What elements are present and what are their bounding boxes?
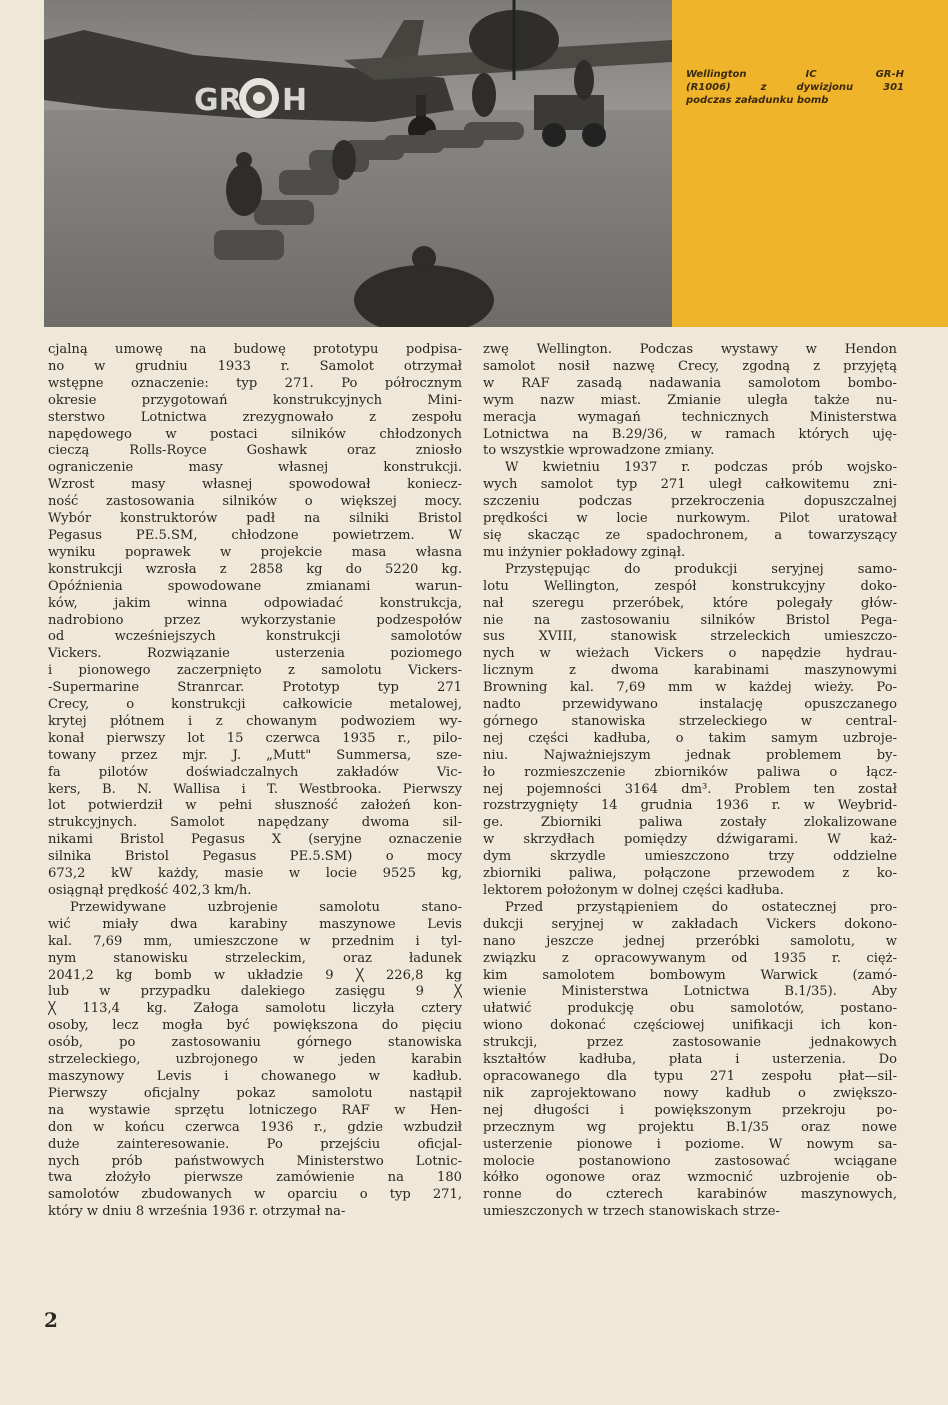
text-line: don w końcu czerwca 1936 r., gdzie wzbudził	[48, 1119, 462, 1135]
text-line: szczeniu podczas przekroczenia dopuszczalnej	[483, 494, 897, 510]
text-line: ╳ 113,4 kg. Załoga samolotu liczyła cztery	[48, 1001, 462, 1017]
text-line: napędowego w postaci silników chłodzonych	[48, 426, 462, 442]
text-line: ronne do czterech karabinów maszynowych,	[483, 1187, 897, 1203]
text-line: dukcji seryjnej w zakładach Vickers dokono-	[483, 916, 897, 932]
text-line: samolotów zbudowanych w oparciu o typ 271,	[48, 1187, 462, 1203]
text-line: mu inżynier pokładowy zginął.	[483, 544, 686, 560]
text-line: od wcześniejszych konstrukcji samolotów	[48, 629, 462, 645]
text-line: Browning kal. 7,69 mm w każdej wieży. Po-	[483, 680, 897, 696]
text-line: no w grudniu 1933 r. Samolot otrzymał	[48, 358, 462, 374]
text-line: górnego stanowiska strzeleckiego w central-	[483, 713, 897, 729]
wellington-bomber-illustration	[44, 0, 672, 327]
text-line: nym stanowisku strzeleckim, oraz ładunek	[48, 950, 462, 966]
text-line: lub w przypadku dalekiego zasięgu 9 ╳	[48, 984, 462, 1000]
text-line: cjalną umowę na budowę prototypu podpisa-	[48, 342, 462, 357]
text-line: nych w wieżach Vickers o napędzie hydrau-	[483, 646, 897, 662]
text-line: zwę Wellington. Podczas wystawy w Hendon	[483, 342, 897, 357]
text-line: sus XVIII, stanowisk strzeleckich umieszczo-	[483, 629, 897, 645]
text-line: kal. 7,69 mm, umieszczone w przednim i tyl-	[48, 933, 462, 949]
text-line: cieczą Rolls-Royce Goshawk oraz zniosło	[48, 443, 462, 459]
text-line: i pionowego zaczerpnięto z samolotu Vickers-	[48, 663, 462, 679]
text-line: lot potwierdził w pełni słuszność założeń kon-	[48, 798, 462, 814]
text-line: wić miały dwa karabiny maszynowe Levis	[48, 916, 462, 932]
text-line: nych prób państwowych Ministerstwo Lotnic-	[48, 1153, 462, 1169]
text-line: nej długości i powiększonym przekroju po-	[483, 1102, 897, 1118]
text-line: nano jeszcze jednej przeróbki samolotu, w	[483, 933, 897, 949]
text-line: osoby, lecz mogła być powiększona do pięciu	[48, 1018, 462, 1034]
fuselage-code-right: H	[282, 83, 308, 118]
text-line: strzeleckiego, uzbrojonego w jeden karabin	[48, 1052, 462, 1068]
text-line: krytej płótnem i z chowanym podwoziem wy-	[48, 713, 462, 729]
text-line: zbiorniki paliwa, połączone przewodem z ko-	[483, 866, 897, 882]
text-line: ło rozmieszczenie zbiorników paliwa o łącz-	[483, 764, 897, 780]
text-line: Przed przystąpieniem do ostatecznej pro-	[505, 899, 897, 915]
text-line: fa pilotów doświadczalnych zakładów Vic-	[48, 764, 462, 780]
text-line: sterstwo Lotnictwa zrezygnowało z zespołu	[48, 409, 462, 425]
text-line: Lotnictwa na B.29/36, w ramach których uję-	[483, 426, 897, 442]
text-line: Crecy, o konstrukcji całkowicie metalowej,	[48, 697, 462, 713]
text-line: ograniczenie masy własnej konstrukcji.	[48, 460, 462, 476]
text-line: rozstrzygnięty 14 grudnia 1936 r. w Weybrid-	[483, 798, 897, 814]
text-line: w skrzydłach pomiędzy dźwigarami. W każ-	[483, 832, 897, 848]
text-line: konstrukcji wzrosła z 2858 kg do 5220 kg.	[48, 561, 462, 577]
text-line: duże zainteresowanie. Po przejściu oficjal-	[48, 1136, 462, 1152]
text-line: okresie przygotowań konstrukcyjnych Mini-	[48, 392, 462, 408]
text-line: wych samolot typ 271 uległ całkowitemu zni-	[483, 477, 897, 493]
text-line: Opóźnienia spowodowane zmianami warun-	[48, 578, 462, 594]
text-line: licznym z dwoma karabinami maszynowymi	[483, 663, 897, 679]
text-line: na wystawie sprzętu lotniczego RAF w Hen-	[48, 1102, 462, 1118]
text-line: Pierwszy oficjalny pokaz samolotu nastąpił	[48, 1085, 462, 1101]
text-line: ułatwić produkcję obu samolotów, postano-	[483, 1001, 897, 1017]
text-line: Wzrost masy własnej spowodował koniecz-	[48, 477, 462, 493]
text-line: wiono dokonać częściowej unifikacji ich kon-	[483, 1018, 897, 1034]
caption-box	[672, 0, 948, 327]
text-line: który w dniu 8 września 1936 r. otrzymał na-	[48, 1204, 346, 1220]
text-line: W kwietniu 1937 r. podczas prób wojsko-	[505, 460, 897, 476]
text-line: lotu Wellington, zespół konstrukcyjny doko-	[483, 578, 897, 594]
text-line: Pegasus PE.5.SM, chłodzone powietrzem. W	[48, 527, 462, 543]
text-line: nej części kadłuba, o takim samym uzbroje-	[483, 730, 897, 746]
aircraft-photo	[44, 0, 672, 327]
text-line: w RAF zasadą nadawania samolotom bombo-	[483, 375, 897, 391]
text-line: nik zaprojektowano nowy kadłub o zwiększo-	[483, 1085, 897, 1101]
text-line: usterzenie pionowe i poziome. W nowym sa-	[483, 1136, 897, 1152]
text-line: 2041,2 kg bomb w układzie 9 ╳ 226,8 kg	[48, 967, 462, 983]
text-line: wstępne oznaczenie: typ 271. Po półrocznym	[48, 375, 462, 391]
text-line: kółko ogonowe oraz wzmocnić uzbrojenie ob-	[483, 1170, 897, 1186]
text-line: molocie postanowiono zastosować wciągane	[483, 1153, 897, 1169]
text-line: ge. Zbiorniki paliwa zostały zlokalizowane	[483, 815, 897, 831]
text-line: niu. Najważniejszym jednak problemem by-	[483, 747, 897, 763]
text-line: dym skrzydle umieszczono trzy oddzielne	[483, 849, 897, 865]
caption-line: podczas załadunku bomb	[686, 95, 829, 106]
caption-line: Wellington IC GR-H	[686, 69, 904, 80]
text-line: ków, jakim winna odpowiadać konstrukcja,	[48, 595, 462, 611]
text-line: maszynowy Levis i chowanego w kadłub.	[48, 1068, 462, 1084]
text-line: Przewidywane uzbrojenie samolotu stano-	[70, 899, 462, 915]
text-line: nikami Bristol Pegasus X (seryjne oznaczenie	[48, 832, 462, 848]
text-line: wienie Ministerstwa Lotnictwa B.1/35). Aby	[483, 984, 897, 1000]
text-line: nadrobiono przez wykorzystanie podzespołów	[48, 612, 462, 628]
text-line: opracowanego dla typu 271 zespołu płat—sil-	[483, 1068, 897, 1084]
text-line: samolot nosił nazwę Crecy, zgodną z przyjętą	[483, 358, 897, 374]
text-line: meracja wymagań technicznych Ministerstwa	[483, 409, 897, 425]
text-line: konał pierwszy lot 15 czerwca 1935 r., pilo-	[48, 730, 462, 746]
text-line: twa złożyło pierwsze zamówienie na 180	[48, 1170, 462, 1186]
text-line: Wybór konstruktorów padł na silniki Bristol	[48, 511, 462, 527]
text-line: prędkości w locie nurkowym. Pilot uratował	[483, 511, 897, 527]
text-line: umieszczonych w trzech stanowiskach strze-	[483, 1204, 780, 1220]
caption-line: (R1006) z dywizjonu 301	[686, 82, 904, 93]
text-line: kim samolotem bombowym Warwick (zamó-	[483, 967, 897, 983]
text-line: 673,2 kW każdy, masie w locie 9525 kg,	[48, 866, 462, 882]
text-line: związku z opracowywanym od 1935 r. cięż-	[483, 950, 897, 966]
text-line: lektorem położonym w dolnej części kadłuba.	[483, 883, 784, 898]
text-line: silnika Bristol Pegasus PE.5.SM) o mocy	[48, 849, 462, 865]
text-line: strukcyjnych. Samolot napędzany dwoma sil-	[48, 815, 462, 831]
text-line: się skacząc ze spadochronem, a towarzyszący	[483, 527, 897, 543]
text-line: nadto przewidywano instalację opuszczanego	[483, 697, 897, 713]
text-line: strukcji, przez zastosowanie jednakowych	[483, 1035, 897, 1051]
text-line: osiągnął prędkość 402,3 km/h.	[48, 883, 252, 898]
text-line: Przystępując do produkcji seryjnej samo-	[505, 561, 897, 577]
text-line: osób, po zastosowaniu górnego stanowiska	[48, 1035, 462, 1051]
photo-caption	[686, 68, 904, 107]
text-line: ność zastosowania silników o większej mocy.	[48, 494, 462, 510]
right-text-column	[483, 342, 897, 1221]
text-line: nie na zastosowaniu silników Bristol Pega-	[483, 612, 897, 628]
text-line: wyniku poprawek w projekcie masa własna	[48, 544, 462, 560]
fuselage-code-left: GR	[194, 83, 242, 118]
text-line: -Supermarine Stranrcar. Prototyp typ 271	[48, 680, 462, 696]
text-line: przecznym wg projektu B.1/35 oraz nowe	[483, 1119, 897, 1135]
text-line: nał szeregu przeróbek, które polegały głów-	[483, 595, 897, 611]
text-line: Vickers. Rozwiązanie usterzenia poziomego	[48, 646, 462, 662]
text-line: towany przez mjr. J. „Mutt" Summersa, sze-	[48, 747, 462, 763]
text-line: kers, B. N. Wallisa i T. Westbrooka. Pierwszy	[48, 781, 462, 797]
text-line: kształtów kadłuba, płata i usterzenia. Do	[483, 1052, 897, 1068]
text-line: wym nazw miast. Zmianie uległa także nu-	[483, 392, 897, 408]
left-text-column	[48, 342, 462, 1221]
page-number: 2	[44, 1308, 58, 1332]
text-line: to wszystkie wprowadzone zmiany.	[483, 443, 715, 459]
text-line: nej pojemności 3164 dm³. Problem ten został	[483, 781, 897, 797]
